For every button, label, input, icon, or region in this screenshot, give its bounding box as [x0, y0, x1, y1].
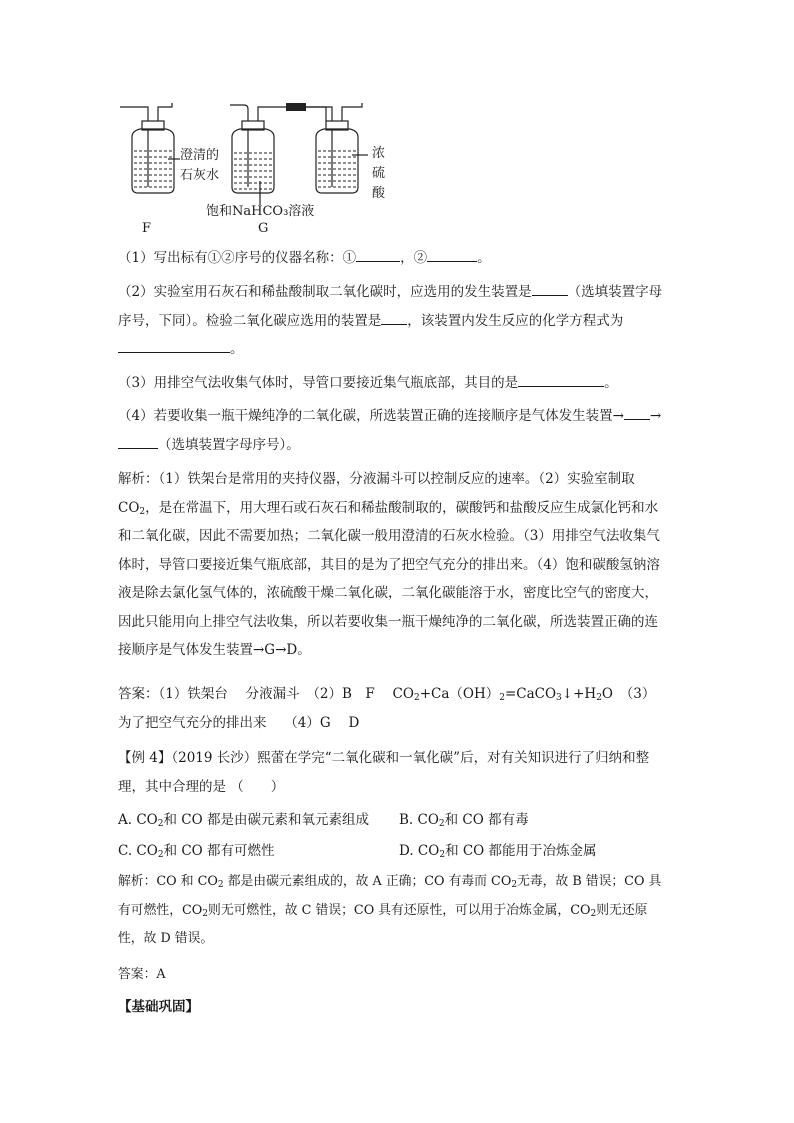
answer-blank-8[interactable]: [118, 434, 158, 449]
answer-blank-5[interactable]: [118, 338, 230, 353]
section-heading: 【基础巩固】: [118, 999, 199, 1015]
analysis-block: [118, 465, 676, 665]
q2-line-2b: ，该装置内发生反应的化学方程式为: [407, 312, 624, 329]
q3-end: 。: [604, 375, 618, 391]
analysis-2-block: [118, 868, 676, 954]
option-a[interactable]: A. $CO_2$和 CO 都是由碳元素和氧元素组成: [118, 812, 369, 829]
answer-2: 答案：A: [118, 967, 166, 982]
bottle-g: [232, 129, 274, 193]
label-d-liquid-1: 浓: [372, 146, 386, 161]
answer-line-2: 为了把空气充分的排出来 （4）G D: [118, 714, 360, 731]
analysis-line-5: 液是除去氯化氢气体的，浓硫酸干燥二氧化碳，二氧化碳能溶于水，密度比空气的密度大，: [118, 585, 658, 601]
question-3: [118, 369, 678, 397]
analysis-line-4: 体时，导管口要接近集气瓶底部，其目的是为了把空气充分的排出来。（4）饱和碳酸氢钠溶: [118, 556, 660, 573]
option-b[interactable]: B. $CO_2$和 CO 都有毒: [399, 812, 529, 829]
analysis-line-3: 和二氧化碳，因此不需要加热；二氧化碳一般用澄清的石灰水检验。（3）用排空气法收集气: [118, 528, 660, 544]
label-d-liquid-3: 酸: [372, 186, 386, 201]
label-g-liquid: 饱和NaHCO₃溶液: [206, 204, 315, 219]
example-4: [118, 744, 676, 801]
label-g: G: [258, 221, 269, 236]
q4-line-2: （选填装置字母序号）。: [158, 436, 300, 453]
answer-block: [118, 680, 676, 737]
question-2: [118, 278, 676, 364]
q2-line-1: （2）实验室用石灰石和稀盐酸制取二氧化碳时，应选用的发生装置是: [118, 284, 532, 300]
example-4-line-2: 理，其中合理的是 （ ）: [118, 778, 285, 795]
q3-text: （3）用排空气法收集气体时，导管口要接近集气瓶底部，其目的是: [118, 375, 519, 391]
q2-line-1b: （选填装置字母: [567, 284, 663, 300]
label-f: F: [142, 221, 152, 236]
label-f-liquid-2: 石灰水: [180, 168, 220, 183]
analysis-line-1: 解析：（1）铁架台是常用的夹持仪器，分液漏斗可以控制反应的速率。（2）实验室制取: [118, 471, 635, 487]
q4-arrow: →: [649, 408, 662, 424]
question-1: [118, 244, 678, 272]
option-c[interactable]: C. $CO_2$和 CO 都有可燃性: [118, 843, 275, 860]
answer-blank-3[interactable]: [532, 281, 568, 296]
answer-blank-2[interactable]: [427, 247, 477, 262]
answer-blank-1[interactable]: [356, 247, 400, 262]
apparatus-figure: [110, 95, 430, 240]
label-f-liquid-1: 澄清的: [180, 148, 220, 163]
analysis-line-7: 接顺序是气体发生装置→G→D。: [118, 642, 311, 658]
analysis-2-line-3: 性，故 D 错误。: [118, 931, 214, 946]
bottle-f: [132, 129, 174, 193]
option-d[interactable]: D. $CO_2$和 CO 都能用于冶炼金属: [399, 843, 597, 860]
q2-line-3: 。: [230, 341, 244, 357]
label-d-liquid-2: 硫: [372, 166, 386, 181]
bottle-d: [316, 129, 358, 193]
analysis-line-2: $CO_2$，是在常温下，用大理石或石灰石和稀盐酸制取的，碳酸钙和盐酸反应生成氯化钙和水: [118, 499, 659, 517]
answer-blank-6[interactable]: [518, 372, 604, 387]
example-4-line-1: 【例 4】（2019 长沙）熙蕾在学完“二氧化碳和一氧化碳”后，对有关知识进行了归纳和整: [118, 750, 650, 766]
q1-mid: ，②: [400, 250, 428, 266]
q1-end: 。: [477, 250, 491, 266]
answer-blank-4[interactable]: [381, 310, 407, 325]
q4-line-1: （4）若要收集一瓶干燥纯净的二氧化碳，所选装置正确的连接顺序是气体发生装置→: [118, 408, 624, 424]
analysis-2-line-2: 有可燃性，$CO_2$则无可燃性，故 C 错误；CO 具有还原性，可以用于冶炼金属，$CO_2$则无还原: [118, 902, 648, 919]
answer-blank-7[interactable]: [624, 405, 650, 420]
answer-line-1: 答案：（1）铁架台 分液漏斗 （2）B F $CO_2+Ca(OH)_2=CaCO_3↓+H_2O$ （3）: [118, 686, 656, 703]
analysis-2-line-1: 解析：CO 和 $CO_2$ 都是由碳元素组成的，故 A 正确；CO 有毒而 $CO_2$无毒，故 B 错误；CO 具: [118, 874, 662, 890]
analysis-line-6: 因此只能用向上排空气法收集，所以若要收集一瓶干燥纯净的二氧化碳，所选装置正确的连: [118, 613, 658, 630]
q2-line-2: 序号，下同）。检验二氧化碳应选用的装置是: [118, 312, 382, 329]
question-4: [118, 402, 676, 459]
q1-text: （1）写出标有①②序号的仪器名称：①: [118, 250, 357, 266]
